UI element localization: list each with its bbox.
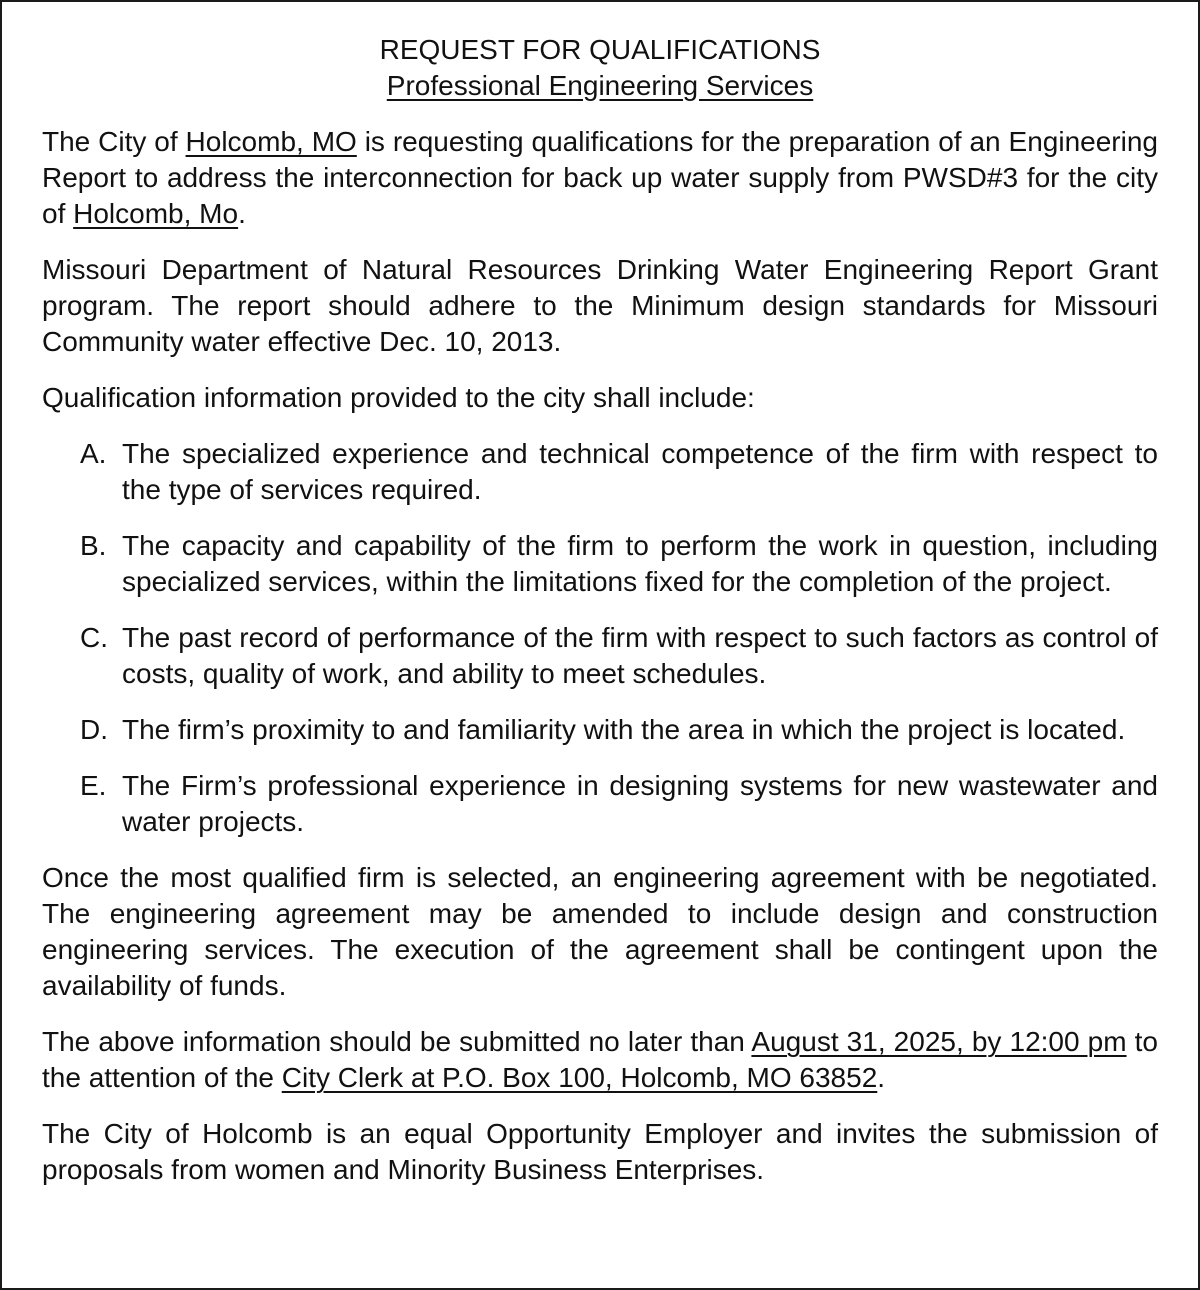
criteria-marker: B.: [80, 530, 107, 561]
criteria-list: [42, 436, 1158, 840]
criteria-item: [42, 528, 1158, 600]
criteria-text: The specialized experience and technical competence of the firm with respect to the type of services required.: [122, 438, 1158, 505]
criteria-marker: A.: [80, 438, 107, 469]
selection-paragraph: Once the most qualified firm is selected, an engineering agreement with be negotiated. The engineering agreement may be amended to include design and construction engineering services. The execution of the agreement shall be contingent upon the availability of funds.: [42, 862, 1158, 1001]
criteria-text: The Firm’s professional experience in designing systems for new wastewater and water projects.: [122, 770, 1158, 837]
criteria-item: [42, 436, 1158, 508]
mailing-address: City Clerk at P.O. Box 100, Holcomb, MO 63852: [281, 1062, 878, 1093]
criteria-text: The firm’s proximity to and familiarity with the area in which the project is located.: [122, 714, 1126, 745]
intro-paragraph: The City of Holcomb, MO is requesting qualifications for the preparation of an Engineering Report to address the interconnection for back up water supply from PWSD#3 for the city of Holcomb, Mo.: [42, 126, 1158, 229]
eeo-paragraph: The City of Holcomb is an equal Opportunity Employer and invites the submission of proposals from women and Minority Business Enterprises.: [42, 1118, 1158, 1185]
criteria-marker: E.: [80, 770, 107, 801]
criteria-item: [42, 712, 1158, 748]
city-name: Holcomb, MO: [185, 126, 357, 157]
criteria-text: The past record of performance of the firm with respect to such factors as control of costs, quality of work, and ability to meet schedules.: [122, 622, 1158, 689]
city-name: Holcomb, Mo: [73, 198, 239, 229]
notice-title: REQUEST FOR QUALIFICATIONS: [379, 34, 821, 65]
criteria-item: [42, 768, 1158, 840]
deadline-paragraph: The above information should be submitted no later than August 31, 2025, by 12:00 pm to the attention of the City Clerk at P.O. Box 100, Holcomb, MO 63852.: [42, 1026, 1158, 1093]
deadline-date: August 31, 2025, by 12:00 pm: [751, 1026, 1127, 1057]
program-paragraph: Missouri Department of Natural Resources Drinking Water Engineering Report Grant program. The report should adhere to the Minimum design standards for Missouri Community water effective Dec. 10, 2013.: [42, 254, 1158, 357]
criteria-item: [42, 620, 1158, 692]
criteria-marker: C.: [80, 622, 108, 653]
criteria-marker: D.: [80, 714, 108, 745]
notice-subtitle: Professional Engineering Services: [386, 70, 814, 101]
criteria-text: The capacity and capability of the firm to perform the work in question, including specialized services, within the limitations fixed for the completion of the project.: [122, 530, 1158, 597]
qualification-intro: Qualification information provided to the city shall include:: [42, 382, 755, 413]
notice-heading: [42, 32, 1158, 104]
